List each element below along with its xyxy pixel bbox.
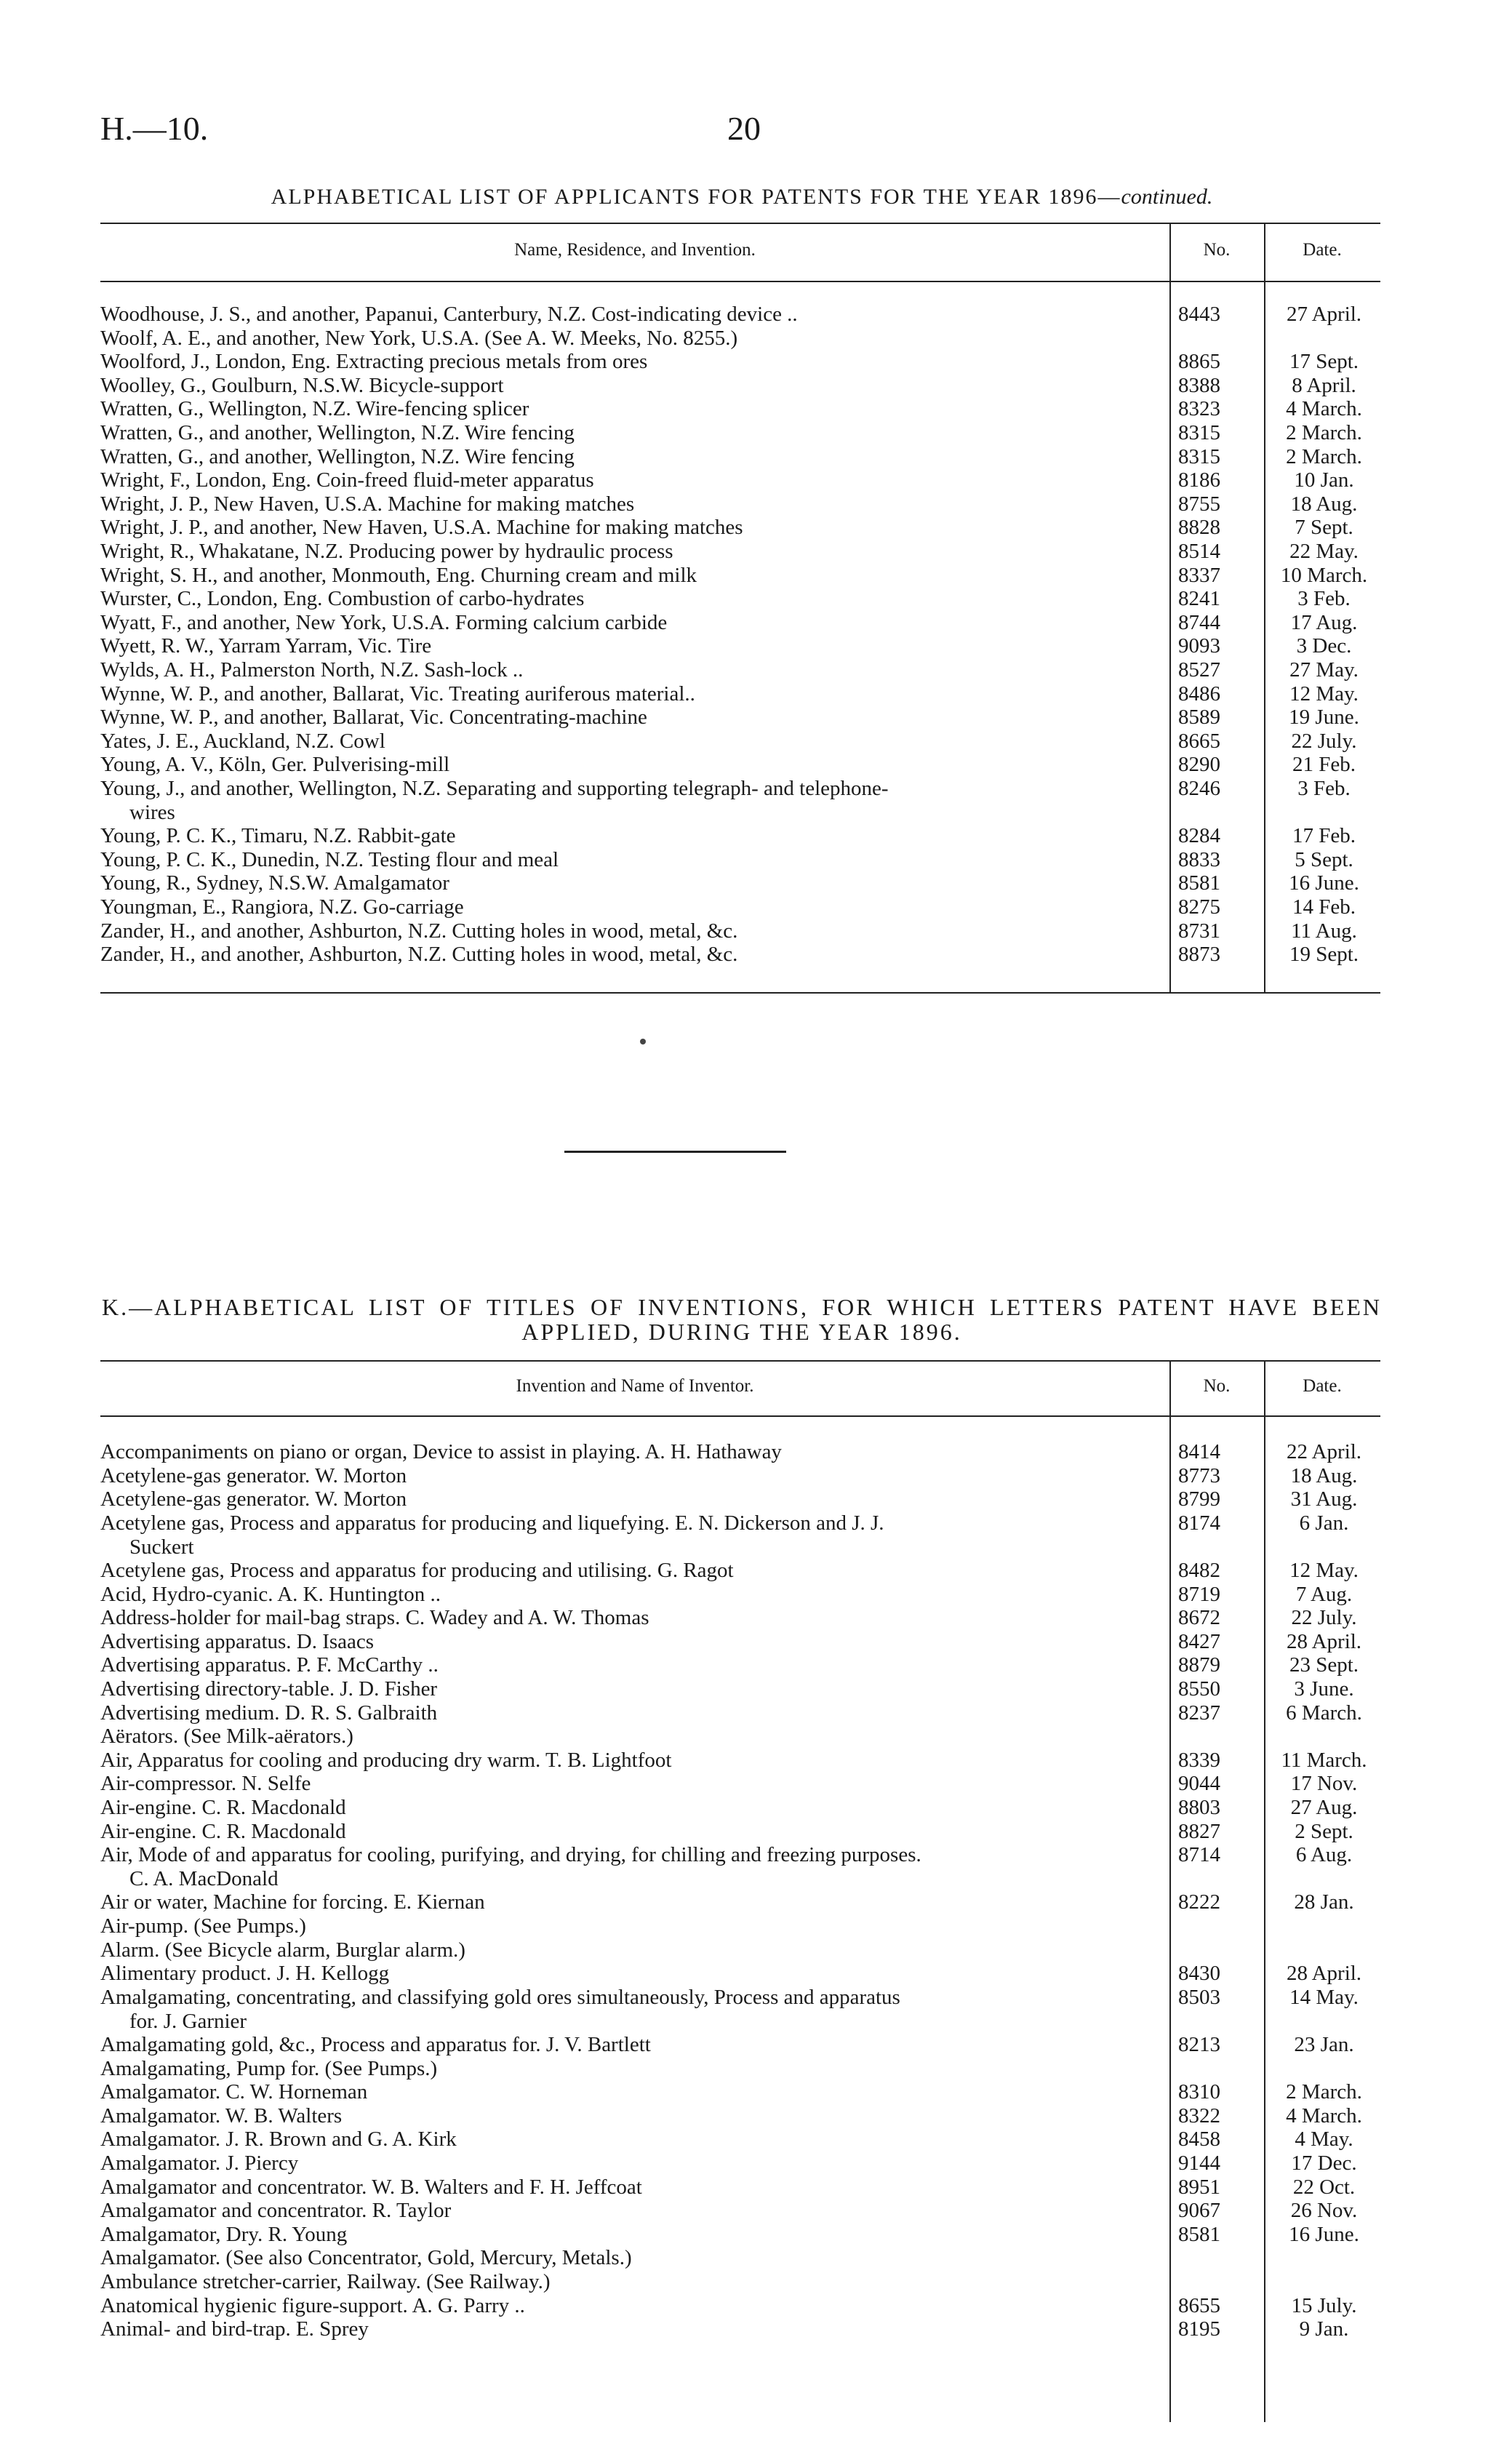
entry-name: Wyatt, F., and another, New York, U.S.A. Forming calcium carbide bbox=[100, 610, 668, 634]
entry-number: 8719 bbox=[1178, 1582, 1220, 1606]
entry-date: 2 Sept. bbox=[1295, 1819, 1353, 1843]
table-row bbox=[100, 2128, 1380, 2152]
entry-number: 8581 bbox=[1178, 2222, 1220, 2246]
entry-date: 2 March. bbox=[1286, 2080, 1362, 2104]
entry-date: 22 Oct. bbox=[1292, 2175, 1356, 2199]
entry-number: 8482 bbox=[1178, 1559, 1220, 1582]
entry-date: 6 Jan. bbox=[1299, 1511, 1349, 1535]
entry-date: 17 Dec. bbox=[1291, 2152, 1357, 2175]
table-row bbox=[100, 1606, 1380, 1630]
entry-name: Wright, J. P., New Haven, U.S.A. Machine for making matches bbox=[100, 492, 635, 516]
entry-number: 8581 bbox=[1178, 871, 1220, 895]
table-row bbox=[100, 421, 1380, 445]
entry-name-continuation: C. A. MacDonald bbox=[129, 1867, 279, 1891]
entry-number: 8388 bbox=[1178, 373, 1220, 397]
entry-date: 17 Aug. bbox=[1290, 610, 1358, 634]
table-row bbox=[100, 1938, 1380, 1962]
entry-date: 23 Jan. bbox=[1294, 2033, 1354, 2056]
entry-date: 31 Aug. bbox=[1290, 1487, 1358, 1511]
table-row bbox=[100, 516, 1380, 540]
table-row bbox=[100, 706, 1380, 730]
table-row bbox=[100, 1653, 1380, 1677]
entry-date: 19 Sept. bbox=[1289, 943, 1359, 967]
table-row bbox=[100, 327, 1380, 351]
entry-number: 8951 bbox=[1178, 2175, 1220, 2199]
entry-date: 3 Feb. bbox=[1297, 777, 1351, 800]
entry-date: 22 May. bbox=[1289, 540, 1359, 563]
header-bottom-rule bbox=[100, 281, 1380, 282]
table-top-rule bbox=[100, 1360, 1380, 1362]
entry-date: 12 May. bbox=[1289, 1559, 1359, 1582]
entry-name: Woolley, G., Goulburn, N.S.W. Bicycle-support bbox=[100, 373, 504, 397]
entry-date: 4 May. bbox=[1295, 2128, 1353, 2152]
entry-date: 27 Aug. bbox=[1290, 1796, 1358, 1819]
entry-date: 4 March. bbox=[1286, 2104, 1362, 2128]
date-column-header: Date. bbox=[1303, 240, 1342, 260]
entry-number: 8246 bbox=[1178, 777, 1220, 800]
table-row bbox=[100, 564, 1380, 588]
entry-date: 4 March. bbox=[1286, 397, 1362, 421]
section2-title: K.—ALPHABETICAL LIST OF TITLES OF INVENTIONS, FOR WHICH LETTERS PATENT HAVE BEEN APPLIED, DURING THE YEAR 1896. bbox=[102, 1294, 1382, 1345]
entry-name: Aërators. (See Milk-aërators.) bbox=[100, 1725, 353, 1749]
entry-date: 18 Aug. bbox=[1290, 492, 1358, 516]
table-row bbox=[100, 2246, 1380, 2270]
no-column-header: No. bbox=[1203, 1376, 1231, 1396]
entry-date: 16 June. bbox=[1289, 871, 1359, 895]
table-row bbox=[100, 2057, 1380, 2081]
table-row bbox=[100, 634, 1380, 658]
entry-date: 15 July. bbox=[1291, 2293, 1357, 2317]
entry-name: Amalgamating gold, &c., Process and apparatus for. J. V. Bartlett bbox=[100, 2033, 651, 2056]
section1-title-suffix: continued. bbox=[1121, 185, 1213, 209]
entry-name: Young, P. C. K., Dunedin, N.Z. Testing flour and meal bbox=[100, 847, 559, 871]
entry-date: 28 Jan. bbox=[1294, 1890, 1354, 1914]
entry-date: 22 July. bbox=[1291, 1606, 1357, 1630]
table-row bbox=[100, 1487, 1380, 1511]
entry-number: 9093 bbox=[1178, 634, 1220, 658]
table-row bbox=[100, 2152, 1380, 2176]
entry-name: Amalgamator and concentrator. R. Taylor bbox=[100, 2199, 452, 2223]
table-row bbox=[100, 2176, 1380, 2200]
entry-date: 11 Aug. bbox=[1291, 919, 1357, 943]
entry-date: 21 Feb. bbox=[1292, 753, 1356, 777]
no-column-header: No. bbox=[1203, 240, 1231, 260]
table-row bbox=[100, 1440, 1380, 1464]
entry-number: 9044 bbox=[1178, 1772, 1220, 1796]
entry-name: Amalgamator. C. W. Horneman bbox=[100, 2080, 368, 2104]
entry-date: 14 Feb. bbox=[1292, 895, 1356, 919]
table-row bbox=[100, 1843, 1380, 1891]
entry-number: 8213 bbox=[1178, 2033, 1220, 2056]
table-row bbox=[100, 1677, 1380, 1701]
table-row bbox=[100, 468, 1380, 492]
table-row bbox=[100, 730, 1380, 754]
entry-name: Wratten, G., Wellington, N.Z. Wire-fencing splicer bbox=[100, 397, 529, 421]
entry-name: Wright, R., Whakatane, N.Z. Producing power by hydraulic process bbox=[100, 540, 673, 563]
entry-name: Acetylene-gas generator. W. Morton bbox=[100, 1463, 407, 1487]
applicants-table bbox=[100, 223, 1380, 1001]
entry-number: 9067 bbox=[1178, 2199, 1220, 2223]
entry-name: Amalgamator and concentrator. W. B. Walters and F. H. Jeffcoat bbox=[100, 2175, 642, 2199]
entry-name-continuation: wires bbox=[129, 801, 175, 824]
table-row bbox=[100, 682, 1380, 706]
entry-name: Wynne, W. P., and another, Ballarat, Vic. Treating auriferous material.. bbox=[100, 682, 695, 706]
entry-name: Wright, F., London, Eng. Coin-freed fluid-meter apparatus bbox=[100, 468, 594, 492]
entry-date: 17 Sept. bbox=[1289, 350, 1359, 374]
entry-number: 8527 bbox=[1178, 658, 1220, 682]
table-row bbox=[100, 943, 1380, 967]
entry-name: Acetylene gas, Process and apparatus for producing and liquefying. E. N. Dickerson and J. J. bbox=[100, 1511, 884, 1535]
table-row bbox=[100, 824, 1380, 848]
entry-date: 19 June. bbox=[1289, 706, 1359, 730]
entry-date: 27 April. bbox=[1286, 303, 1362, 326]
entry-number: 8503 bbox=[1178, 1985, 1220, 2009]
entry-name: Air-engine. C. R. Macdonald bbox=[100, 1796, 346, 1819]
header-bottom-rule bbox=[100, 1415, 1380, 1417]
entry-date: 28 April. bbox=[1286, 1962, 1362, 1986]
entry-number: 8865 bbox=[1178, 350, 1220, 374]
entry-number: 8755 bbox=[1178, 492, 1220, 516]
entry-name: Woolf, A. E., and another, New York, U.S.A. (See A. W. Meeks, No. 8255.) bbox=[100, 326, 738, 350]
entry-number: 8714 bbox=[1178, 1843, 1220, 1867]
table-row bbox=[100, 2080, 1380, 2104]
entry-date: 16 June. bbox=[1289, 2222, 1359, 2246]
table-bottom-rule bbox=[100, 992, 1380, 994]
entry-name: Young, A. V., Köln, Ger. Pulverising-mill bbox=[100, 753, 450, 777]
entry-name: Air-engine. C. R. Macdonald bbox=[100, 1819, 346, 1843]
table-row bbox=[100, 871, 1380, 895]
table-row bbox=[100, 895, 1380, 919]
date-column-header: Date. bbox=[1303, 1376, 1342, 1396]
entry-date: 11 March. bbox=[1281, 1748, 1367, 1772]
table-row bbox=[100, 1962, 1380, 1986]
entry-name: Advertising apparatus. D. Isaacs bbox=[100, 1629, 375, 1653]
entry-name: Acetylene-gas generator. W. Morton bbox=[100, 1487, 407, 1511]
table-row bbox=[100, 1583, 1380, 1607]
entry-name: Youngman, E., Rangiora, N.Z. Go-carriage bbox=[100, 895, 464, 919]
entry-name: Animal- and bird-trap. E. Sprey bbox=[100, 2317, 369, 2341]
entry-name: Amalgamator. (See also Concentrator, Gold, Mercury, Metals.) bbox=[100, 2246, 632, 2270]
entry-name-continuation: Suckert bbox=[129, 1535, 194, 1559]
table-row bbox=[100, 2033, 1380, 2057]
entry-number: 8550 bbox=[1178, 1677, 1220, 1701]
table-row bbox=[100, 1701, 1380, 1725]
entry-name: Wratten, G., and another, Wellington, N.Z. Wire fencing bbox=[100, 421, 575, 444]
entry-number: 8443 bbox=[1178, 303, 1220, 326]
entry-number: 8315 bbox=[1178, 444, 1220, 468]
entry-number: 8589 bbox=[1178, 706, 1220, 730]
inventions-table bbox=[100, 1360, 1380, 2429]
entry-number: 8315 bbox=[1178, 421, 1220, 444]
table-row bbox=[100, 374, 1380, 398]
table-row bbox=[100, 1890, 1380, 1914]
table-row bbox=[100, 1749, 1380, 1773]
entry-number: 8873 bbox=[1178, 943, 1220, 967]
entry-number: 8833 bbox=[1178, 847, 1220, 871]
page-header-code: H.—10. bbox=[100, 110, 209, 147]
table-row bbox=[100, 540, 1380, 564]
entry-number: 8310 bbox=[1178, 2080, 1220, 2104]
entry-number: 9144 bbox=[1178, 2152, 1220, 2175]
entry-date: 2 March. bbox=[1286, 444, 1362, 468]
entry-date: 10 March. bbox=[1280, 563, 1368, 587]
table-row bbox=[100, 1630, 1380, 1654]
entry-name: Air or water, Machine for forcing. E. Kiernan bbox=[100, 1890, 485, 1914]
entry-date: 22 April. bbox=[1286, 1440, 1362, 1463]
entry-number: 8275 bbox=[1178, 895, 1220, 919]
table-row bbox=[100, 303, 1380, 327]
entry-date: 28 April. bbox=[1286, 1629, 1362, 1653]
entry-name: Wright, S. H., and another, Monmouth, Eng. Churning cream and milk bbox=[100, 563, 697, 587]
entry-name: Air-pump. (See Pumps.) bbox=[100, 1914, 306, 1938]
entry-name: Anatomical hygienic figure-support. A. G. Parry .. bbox=[100, 2293, 525, 2317]
entry-number: 8799 bbox=[1178, 1487, 1220, 1511]
entry-number: 8665 bbox=[1178, 729, 1220, 753]
entry-number: 8337 bbox=[1178, 563, 1220, 587]
entry-number: 8414 bbox=[1178, 1440, 1220, 1463]
entry-date: 26 Nov. bbox=[1290, 2199, 1358, 2223]
entry-name: Advertising apparatus. P. F. McCarthy .. bbox=[100, 1653, 439, 1677]
table-row bbox=[100, 1985, 1380, 2033]
entry-name: Advertising medium. D. R. S. Galbraith bbox=[100, 1701, 438, 1725]
table-top-rule bbox=[100, 223, 1380, 224]
table-row bbox=[100, 445, 1380, 469]
entry-number: 8879 bbox=[1178, 1653, 1220, 1677]
entry-name: Amalgamating, concentrating, and classifying gold ores simultaneously, Process and apparatus bbox=[100, 1985, 900, 2009]
entry-name: Accompaniments on piano or organ, Device to assist in playing. A. H. Hathaway bbox=[100, 1440, 782, 1463]
entry-number: 8237 bbox=[1178, 1701, 1220, 1725]
entry-number: 8744 bbox=[1178, 610, 1220, 634]
entry-number: 8430 bbox=[1178, 1962, 1220, 1986]
entry-name: Young, R., Sydney, N.S.W. Amalgamator bbox=[100, 871, 449, 895]
name-column-header: Name, Residence, and Invention. bbox=[514, 240, 756, 260]
table-row bbox=[100, 1725, 1380, 1749]
entry-number: 8773 bbox=[1178, 1463, 1220, 1487]
entry-date: 3 June. bbox=[1294, 1677, 1354, 1701]
table-row bbox=[100, 658, 1380, 682]
entry-name-continuation: for. J. Garnier bbox=[129, 2009, 247, 2033]
entry-name: Wynne, W. P., and another, Ballarat, Vic. Concentrating-machine bbox=[100, 706, 647, 730]
table-row bbox=[100, 611, 1380, 635]
entry-number: 8828 bbox=[1178, 516, 1220, 540]
table-row bbox=[100, 1772, 1380, 1796]
entry-date: 27 May. bbox=[1289, 658, 1359, 682]
page-number: 20 bbox=[727, 110, 761, 147]
table-row bbox=[100, 1796, 1380, 1820]
entry-name: Yates, J. E., Auckland, N.Z. Cowl bbox=[100, 729, 385, 753]
entry-number: 8486 bbox=[1178, 682, 1220, 706]
entry-number: 8655 bbox=[1178, 2293, 1220, 2317]
entry-number: 8195 bbox=[1178, 2317, 1220, 2341]
invention-column-header: Invention and Name of Inventor. bbox=[516, 1376, 754, 1396]
entry-number: 8731 bbox=[1178, 919, 1220, 943]
table-row bbox=[100, 397, 1380, 421]
entry-name: Woodhouse, J. S., and another, Papanui, Canterbury, N.Z. Cost-indicating device .. bbox=[100, 303, 798, 326]
table-row bbox=[100, 2223, 1380, 2247]
table-row bbox=[100, 2294, 1380, 2318]
entry-number: 8222 bbox=[1178, 1890, 1220, 1914]
entry-name: Ambulance stretcher-carrier, Railway. (See Railway.) bbox=[100, 2270, 551, 2293]
section1-title bbox=[102, 185, 1382, 209]
table-row bbox=[100, 1559, 1380, 1583]
entry-name: Advertising directory-table. J. D. Fisher bbox=[100, 1677, 438, 1701]
entry-date: 3 Feb. bbox=[1297, 587, 1351, 611]
entry-number: 8241 bbox=[1178, 587, 1220, 611]
table-row bbox=[100, 350, 1380, 374]
entry-name: Alimentary product. J. H. Kellogg bbox=[100, 1962, 390, 1986]
entry-name: Wurster, C., London, Eng. Combustion of carbo-hydrates bbox=[100, 587, 585, 611]
entry-number: 8290 bbox=[1178, 753, 1220, 777]
entry-number: 8427 bbox=[1178, 1629, 1220, 1653]
entry-date: 7 Aug. bbox=[1295, 1582, 1353, 1606]
entry-name: Amalgamator, Dry. R. Young bbox=[100, 2222, 348, 2246]
entry-date: 7 Sept. bbox=[1295, 516, 1353, 540]
entry-date: 18 Aug. bbox=[1290, 1463, 1358, 1487]
section-separator-rule bbox=[564, 1151, 786, 1153]
table-row bbox=[100, 848, 1380, 872]
entry-name: Wright, J. P., and another, New Haven, U.S.A. Machine for making matches bbox=[100, 516, 743, 540]
entry-name: Amalgamator. J. R. Brown and G. A. Kirk bbox=[100, 2128, 457, 2152]
table-row bbox=[100, 2199, 1380, 2223]
entry-number: 8803 bbox=[1178, 1796, 1220, 1819]
entry-number: 8827 bbox=[1178, 1819, 1220, 1843]
table-row bbox=[100, 1511, 1380, 1559]
entry-date: 17 Nov. bbox=[1290, 1772, 1358, 1796]
entry-number: 8284 bbox=[1178, 824, 1220, 848]
entry-name: Wyett, R. W., Yarram Yarram, Vic. Tire bbox=[100, 634, 432, 658]
entry-name: Alarm. (See Bicycle alarm, Burglar alarm.) bbox=[100, 1938, 465, 1962]
table-row bbox=[100, 777, 1380, 824]
entry-number: 8323 bbox=[1178, 397, 1220, 421]
entry-number: 8339 bbox=[1178, 1748, 1220, 1772]
entry-date: 22 July. bbox=[1291, 729, 1357, 753]
entry-name: Young, J., and another, Wellington, N.Z. Separating and supporting telegraph- and telephone- bbox=[100, 777, 889, 800]
entry-number: 8672 bbox=[1178, 1606, 1220, 1630]
entry-name: Woolford, J., London, Eng. Extracting precious metals from ores bbox=[100, 350, 648, 374]
table-row bbox=[100, 1820, 1380, 1844]
entry-date: 17 Feb. bbox=[1292, 824, 1356, 848]
entry-date: 2 March. bbox=[1286, 421, 1362, 444]
entry-name: Young, P. C. K., Timaru, N.Z. Rabbit-gate bbox=[100, 824, 456, 848]
entry-date: 12 May. bbox=[1289, 682, 1359, 706]
entry-name: Wylds, A. H., Palmerston North, N.Z. Sash-lock .. bbox=[100, 658, 524, 682]
table-row bbox=[100, 1464, 1380, 1488]
table-row bbox=[100, 492, 1380, 516]
entry-number: 8186 bbox=[1178, 468, 1220, 492]
entry-name: Amalgamating, Pump for. (See Pumps.) bbox=[100, 2056, 438, 2080]
entry-date: 10 Jan. bbox=[1294, 468, 1354, 492]
table-row bbox=[100, 919, 1380, 943]
table-row bbox=[100, 2104, 1380, 2128]
entry-date: 23 Sept. bbox=[1289, 1653, 1359, 1677]
entry-name: Address-holder for mail-bag straps. C. Wadey and A. W. Thomas bbox=[100, 1606, 649, 1630]
entry-number: 8514 bbox=[1178, 540, 1220, 563]
entry-name: Acid, Hydro-cyanic. A. K. Huntington .. bbox=[100, 1582, 441, 1606]
entry-name: Air, Apparatus for cooling and producing dry warm. T. B. Lightfoot bbox=[100, 1748, 672, 1772]
entry-name: Zander, H., and another, Ashburton, N.Z. Cutting holes in wood, metal, &c. bbox=[100, 919, 738, 943]
entry-name: Zander, H., and another, Ashburton, N.Z. Cutting holes in wood, metal, &c. bbox=[100, 943, 738, 967]
table-row bbox=[100, 2270, 1380, 2294]
entry-date: 8 April. bbox=[1292, 373, 1356, 397]
entry-name: Amalgamator. W. B. Walters bbox=[100, 2104, 343, 2128]
entry-name: Air-compressor. N. Selfe bbox=[100, 1772, 311, 1796]
entry-name: Amalgamator. J. Piercy bbox=[100, 2152, 299, 2175]
table-row bbox=[100, 587, 1380, 611]
entry-number: 8458 bbox=[1178, 2128, 1220, 2152]
speck bbox=[640, 1039, 646, 1044]
entry-date: 14 May. bbox=[1289, 1985, 1359, 2009]
entry-date: 9 Jan. bbox=[1299, 2317, 1349, 2341]
entry-number: 8322 bbox=[1178, 2104, 1220, 2128]
entry-date: 5 Sept. bbox=[1295, 847, 1353, 871]
table-row bbox=[100, 753, 1380, 777]
entry-name: Air, Mode of and apparatus for cooling, purifying, and drying, for chilling and freezing purposes. bbox=[100, 1843, 921, 1867]
entry-date: 6 Aug. bbox=[1295, 1843, 1353, 1867]
table-row bbox=[100, 1914, 1380, 1938]
entry-number: 8174 bbox=[1178, 1511, 1220, 1535]
entry-date: 6 March. bbox=[1286, 1701, 1362, 1725]
entry-date: 3 Dec. bbox=[1296, 634, 1352, 658]
entry-name: Acetylene gas, Process and apparatus for producing and utilising. G. Ragot bbox=[100, 1559, 734, 1582]
entry-name: Wratten, G., and another, Wellington, N.Z. Wire fencing bbox=[100, 444, 575, 468]
section1-title-text: ALPHABETICAL LIST OF APPLICANTS FOR PATENTS FOR THE YEAR 1896— bbox=[271, 185, 1121, 209]
table-row bbox=[100, 2317, 1380, 2341]
